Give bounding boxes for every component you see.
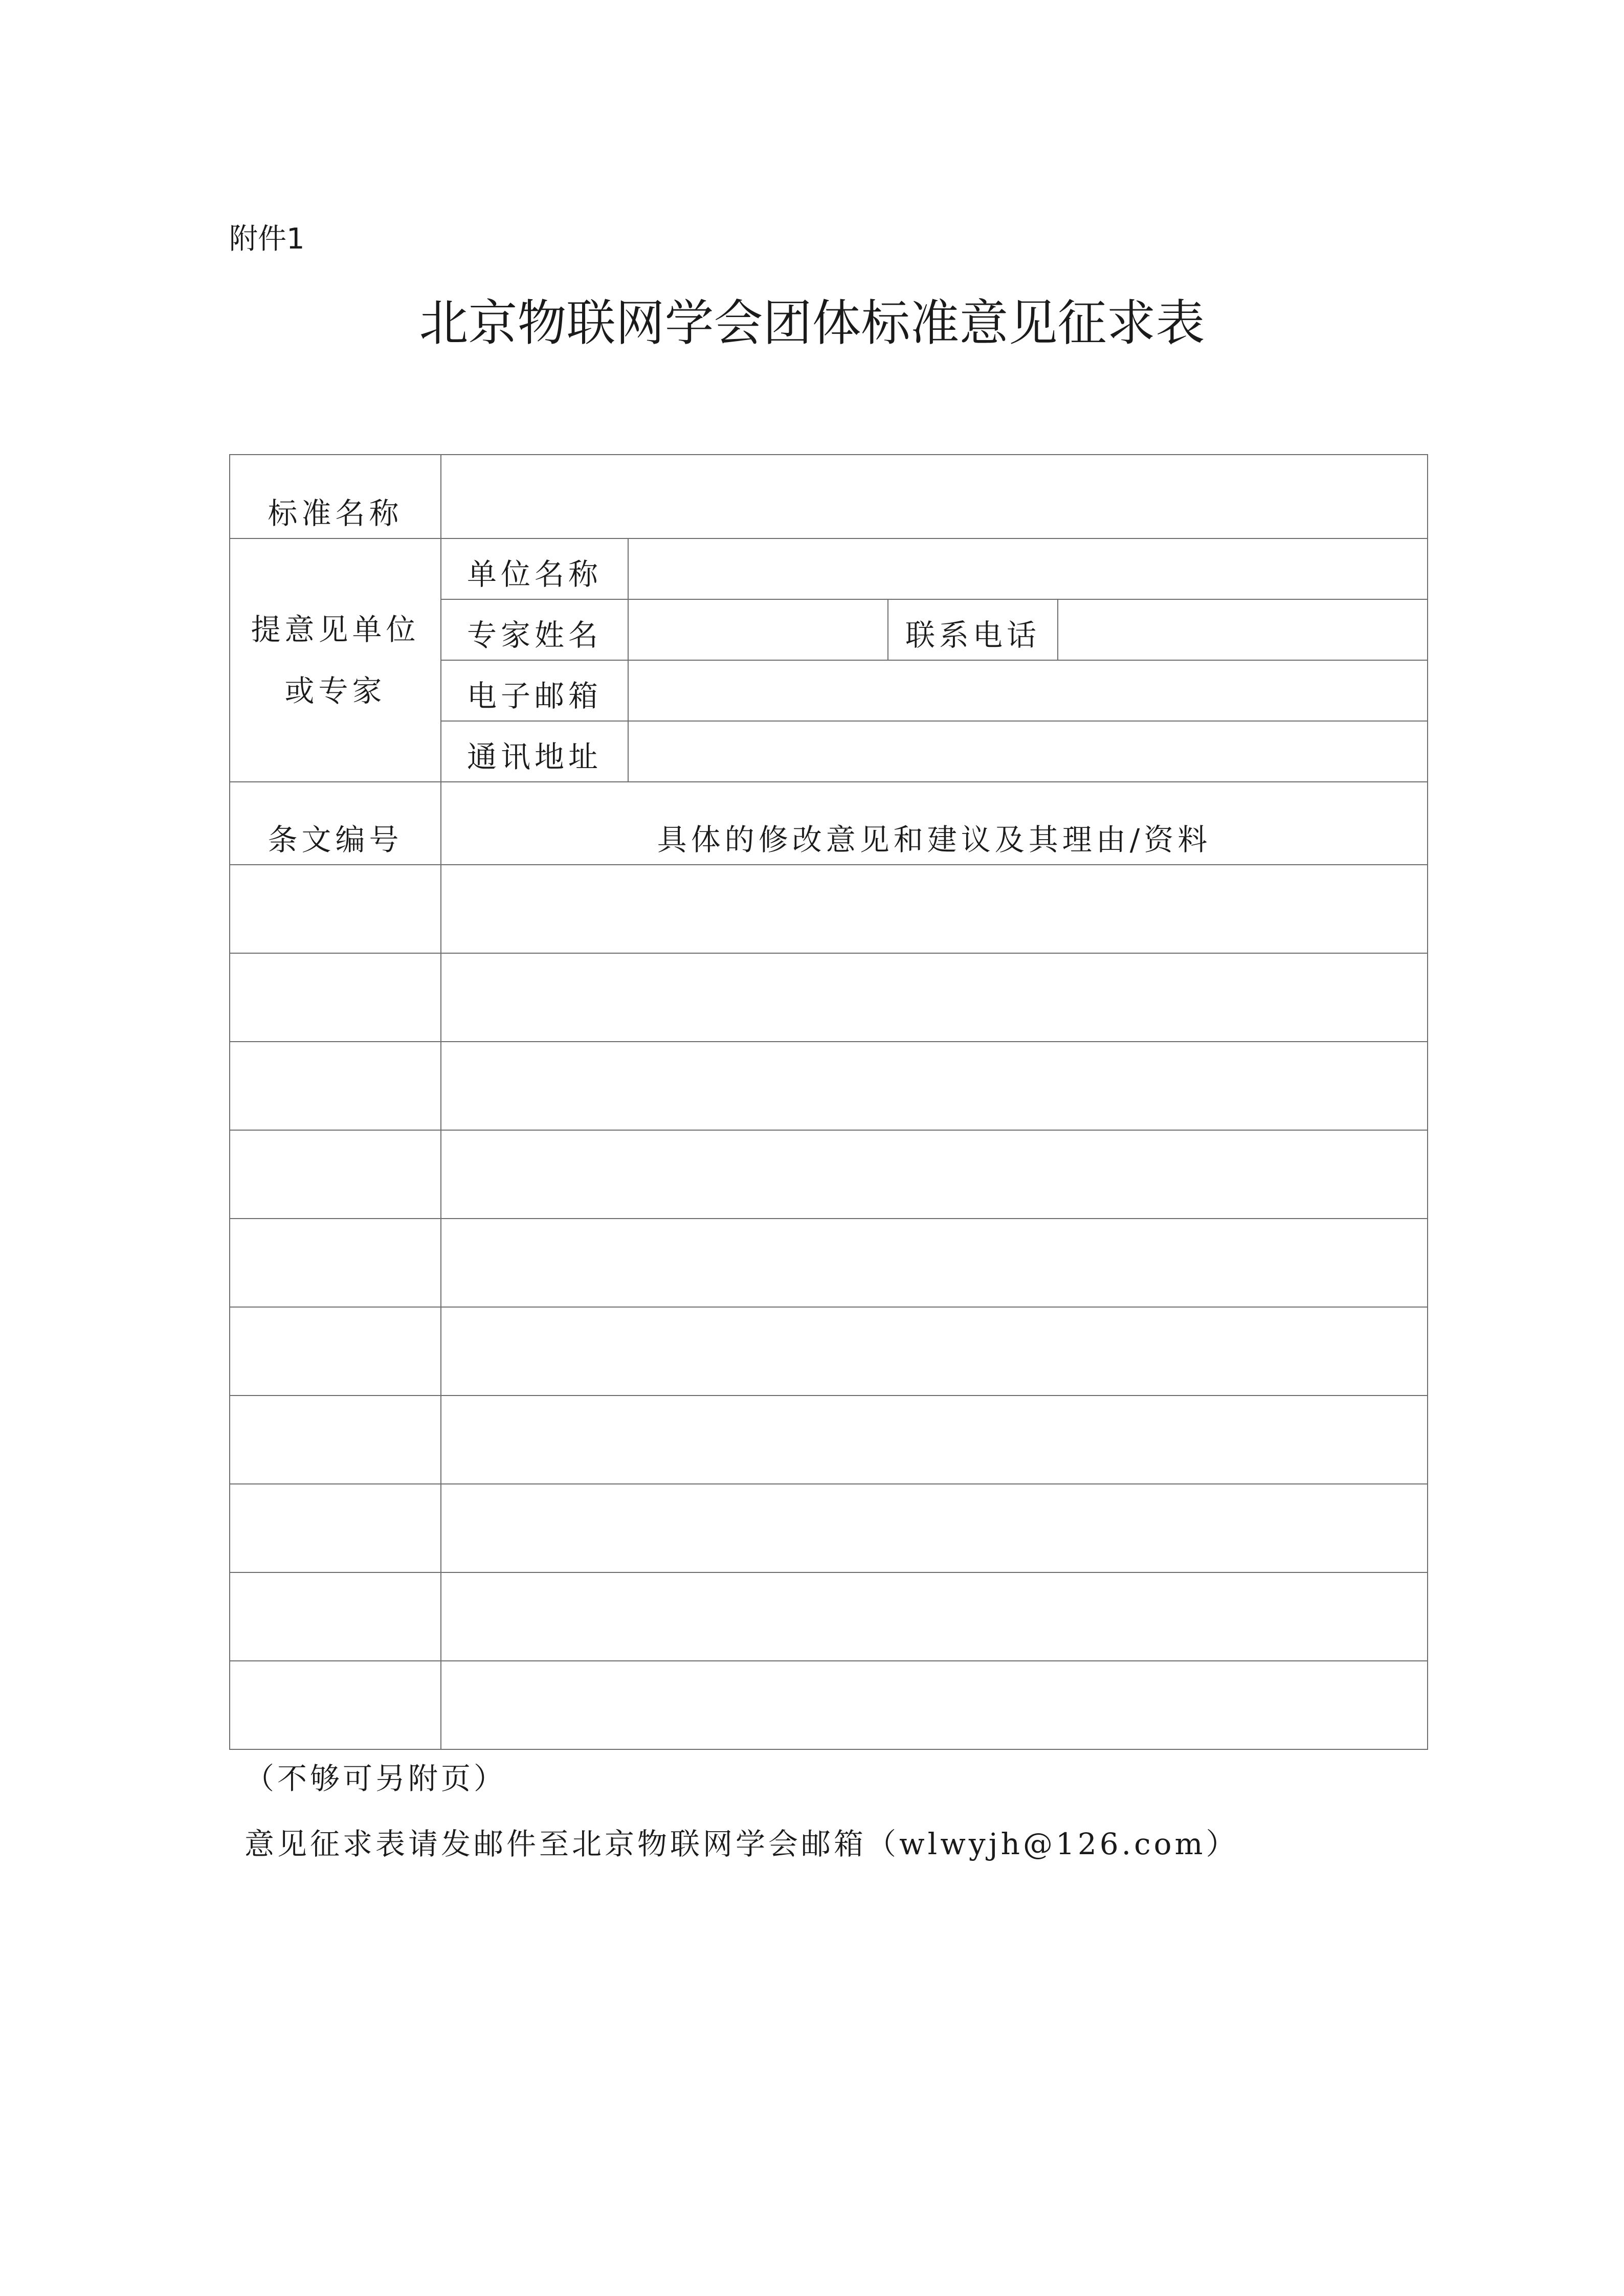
standard-name-row — [230, 455, 1428, 538]
comment-row — [230, 865, 1428, 953]
comment-row — [230, 1307, 1428, 1395]
clause-number-field[interactable] — [230, 1042, 441, 1130]
comment-row — [230, 1395, 1428, 1484]
standard-name-value[interactable] — [441, 532, 1427, 538]
address-field[interactable] — [628, 721, 1428, 782]
comment-field[interactable] — [441, 1484, 1428, 1572]
clause-header-cell — [230, 782, 441, 865]
page-title: 北京物联网学会团体标准意见征求表 — [419, 295, 1205, 352]
clause-number-value[interactable] — [230, 1654, 440, 1660]
email-value[interactable] — [629, 714, 1427, 721]
address-value[interactable] — [629, 775, 1427, 781]
comment-field[interactable] — [441, 1042, 1428, 1130]
standard-name-label-cell — [230, 455, 441, 538]
comment-field[interactable] — [441, 1219, 1428, 1307]
clause-number-field[interactable] — [230, 1572, 441, 1661]
comment-row — [230, 1042, 1428, 1130]
standard-name-label: 标准名称 — [268, 496, 403, 531]
comment-field[interactable] — [441, 1130, 1428, 1219]
address-label-cell — [441, 721, 628, 782]
comment-row — [230, 953, 1428, 1042]
comment-field[interactable] — [441, 1395, 1428, 1484]
comment-value[interactable] — [441, 1477, 1427, 1483]
comment-value[interactable] — [441, 1123, 1427, 1130]
clause-number-value[interactable] — [230, 1300, 440, 1307]
feedback-form-table — [229, 454, 1428, 1750]
comment-value[interactable] — [441, 1035, 1427, 1041]
comment-field[interactable] — [441, 1661, 1428, 1749]
submission-note: 意见征求表请发邮件至北京物联网学会邮箱（wlwyjh@126.com） — [244, 1827, 1239, 1861]
standard-name-field[interactable] — [441, 455, 1428, 538]
comment-row — [230, 1130, 1428, 1219]
expert-name-value[interactable] — [629, 654, 887, 660]
clause-number-value[interactable] — [230, 1477, 440, 1483]
clause-number-value[interactable] — [230, 1566, 440, 1572]
clause-number-value[interactable] — [230, 1389, 440, 1395]
proposer-label-line2: 或专家 — [284, 673, 386, 708]
comment-header-cell — [441, 782, 1428, 865]
comment-rows — [230, 865, 1428, 1749]
clause-number-field[interactable] — [230, 1395, 441, 1484]
phone-value[interactable] — [1058, 654, 1427, 660]
email-label: 电子邮箱 — [466, 679, 602, 713]
extra-pages-note: （不够可另附页） — [244, 1761, 507, 1796]
comment-field[interactable] — [441, 953, 1428, 1042]
comment-field[interactable] — [441, 865, 1428, 953]
phone-field[interactable] — [1058, 599, 1428, 660]
comment-field[interactable] — [441, 1307, 1428, 1395]
expert-name-label: 专家姓名 — [466, 618, 602, 652]
unit-name-label: 单位名称 — [466, 557, 602, 592]
comment-value[interactable] — [441, 947, 1427, 953]
comment-value[interactable] — [441, 1654, 1427, 1660]
clause-number-value[interactable] — [230, 947, 440, 953]
comment-value[interactable] — [441, 1389, 1427, 1395]
expert-name-label-cell — [441, 599, 628, 660]
clause-number-value[interactable] — [230, 1743, 440, 1749]
email-field[interactable] — [628, 660, 1428, 721]
attachment-label: 附件1 — [229, 222, 305, 256]
email-label-cell — [441, 660, 628, 721]
clause-number-field[interactable] — [230, 1661, 441, 1749]
phone-label: 联系电话 — [905, 618, 1040, 652]
clause-number-value[interactable] — [230, 1035, 440, 1041]
proposer-label-cell — [230, 538, 441, 782]
address-label: 通讯地址 — [466, 739, 602, 774]
clause-number-field[interactable] — [230, 865, 441, 953]
expert-name-field[interactable] — [628, 599, 888, 660]
comment-value[interactable] — [441, 1300, 1427, 1307]
unit-name-label-cell — [441, 538, 628, 599]
clause-number-field[interactable] — [230, 1219, 441, 1307]
comment-row — [230, 1484, 1428, 1572]
comment-value[interactable] — [441, 1212, 1427, 1218]
clause-header: 条文编号 — [268, 822, 403, 857]
clause-number-field[interactable] — [230, 1307, 441, 1395]
comment-value[interactable] — [441, 1743, 1427, 1749]
clause-number-value[interactable] — [230, 1212, 440, 1218]
comment-value[interactable] — [441, 1566, 1427, 1572]
unit-name-field[interactable] — [628, 538, 1428, 599]
clause-number-value[interactable] — [230, 1123, 440, 1130]
comment-row — [230, 1572, 1428, 1661]
comment-header-row — [230, 782, 1428, 865]
comment-header: 具体的修改意见和建议及其理由/资料 — [657, 822, 1212, 857]
clause-number-field[interactable] — [230, 1484, 441, 1572]
comment-row — [230, 1219, 1428, 1307]
clause-number-field[interactable] — [230, 1130, 441, 1219]
proposer-label-line1: 提意见单位 — [251, 612, 420, 647]
clause-number-field[interactable] — [230, 953, 441, 1042]
unit-name-row — [230, 538, 1428, 599]
unit-name-value[interactable] — [629, 593, 1427, 599]
comment-field[interactable] — [441, 1572, 1428, 1661]
comment-row — [230, 1661, 1428, 1749]
phone-label-cell — [888, 599, 1058, 660]
